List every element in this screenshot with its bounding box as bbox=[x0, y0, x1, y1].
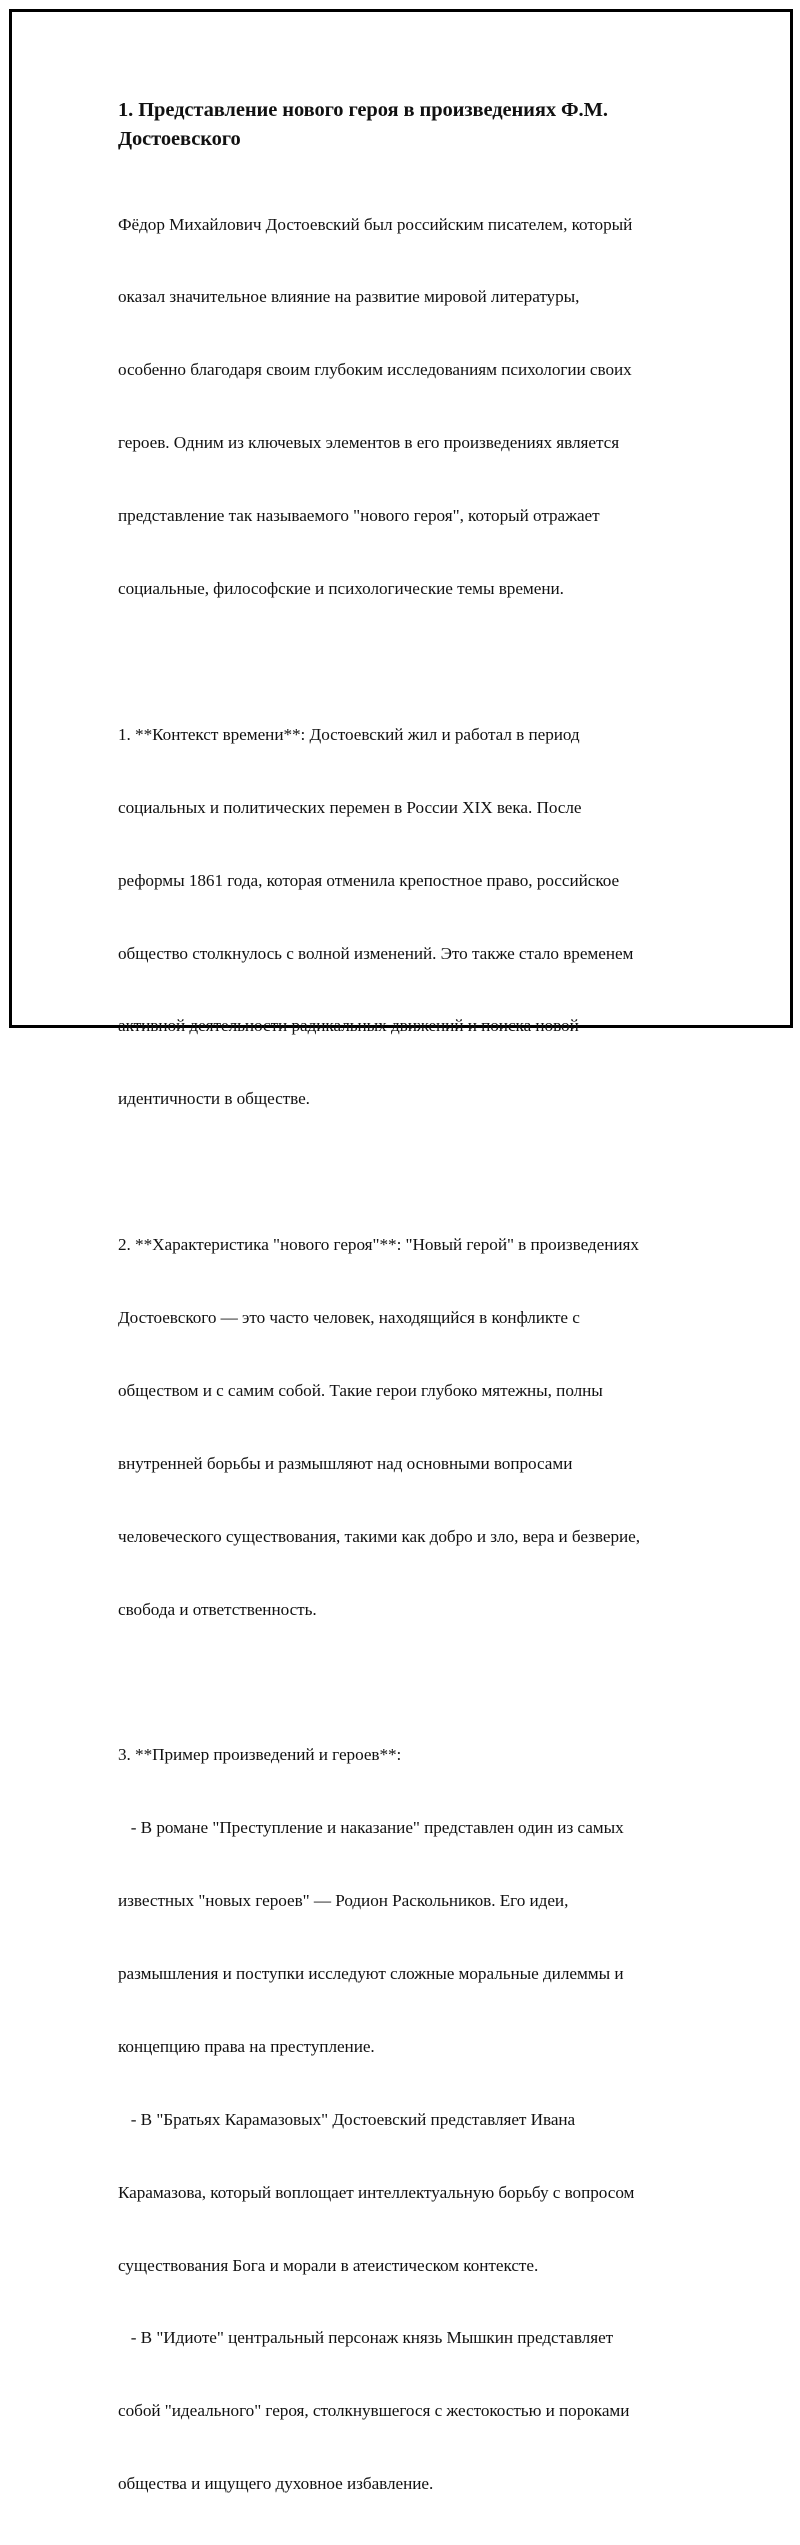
text-line: особенно благодаря своим глубоким исследованиям психологии своих bbox=[118, 360, 632, 380]
text-line: оказал значительное влияние на развитие мировой литературы, bbox=[118, 287, 580, 307]
text-line: человеческого существования, такими как добро и зло, вера и безверие, bbox=[118, 1526, 640, 1546]
text-line: 3. **Пример произведений и героев**: bbox=[118, 1745, 402, 1765]
section-heading bbox=[118, 96, 698, 154]
text-line: размышления и поступки исследуют сложные моральные дилеммы и bbox=[118, 1963, 624, 1983]
heading-line: 1. Представление нового героя в произведениях Ф.М. bbox=[118, 99, 608, 121]
text-line: представление так называемого "нового героя", который отражает bbox=[118, 506, 600, 526]
text-line: концепцию права на преступление. bbox=[118, 2036, 375, 2056]
text-line: реформы 1861 года, которая отменила крепостное право, российское bbox=[118, 870, 620, 890]
document-body bbox=[118, 96, 698, 2545]
text-line: - В романе "Преступление и наказание" представлен один из самых bbox=[118, 1818, 624, 1838]
paragraph-gap bbox=[118, 1670, 698, 1694]
text-line: общества и ищущего духовное избавление. bbox=[118, 2474, 434, 2494]
text-line: героев. Одним из ключевых элементов в его произведениях является bbox=[118, 433, 620, 453]
text-line: обществом и с самим собой. Такие герои глубоко мятежны, полны bbox=[118, 1380, 603, 1400]
text-line: 1. **Контекст времени**: Достоевский жил и работал в период bbox=[118, 724, 580, 744]
text-line: - В "Идиоте" центральный персонаж князь Мышкин представляет bbox=[118, 2328, 614, 2348]
text-line: идентичности в обществе. bbox=[118, 1089, 310, 1109]
text-line: 2. **Характеристика "нового героя"**: "Новый герой" в произведениях bbox=[118, 1235, 639, 1255]
text-line: свобода и ответственность. bbox=[118, 1599, 317, 1619]
text-line: собой "идеального" героя, столкнувшегося с жестокостью и пороками bbox=[118, 2401, 630, 2421]
text-line: Фёдор Михайлович Достоевский был российским писателем, который bbox=[118, 214, 633, 234]
paragraph-gap bbox=[118, 1160, 698, 1184]
text-line: существования Бога и морали в атеистическом контексте. bbox=[118, 2255, 539, 2275]
text-line: внутренней борьбы и размышляют над основными вопросами bbox=[118, 1453, 573, 1473]
text-line: Карамазова, который воплощает интеллектуальную борьбу с вопросом bbox=[118, 2182, 635, 2202]
text-line: - В "Братьях Карамазовых" Достоевский представляет Ивана bbox=[118, 2109, 576, 2129]
text-line: Достоевского — это часто человек, находящийся в конфликте с bbox=[118, 1307, 580, 1327]
intro-paragraph bbox=[118, 164, 698, 650]
text-line: активной деятельности радикальных движений и поиска новой bbox=[118, 1016, 579, 1036]
hero-characteristics-paragraph bbox=[118, 1184, 698, 1670]
text-line: известных "новых героев" — Родион Раскольников. Его идеи, bbox=[118, 1891, 569, 1911]
paragraph-gap bbox=[118, 650, 698, 674]
context-paragraph bbox=[118, 674, 698, 1160]
heading-line: Достоевского bbox=[118, 128, 241, 150]
text-line: социальных и политических перемен в России XIX века. После bbox=[118, 797, 582, 817]
examples-paragraph bbox=[118, 1695, 698, 2545]
text-line: социальные, философские и психологические темы времени. bbox=[118, 579, 564, 599]
text-line: общество столкнулось с волной изменений. Это также стало временем bbox=[118, 943, 634, 963]
